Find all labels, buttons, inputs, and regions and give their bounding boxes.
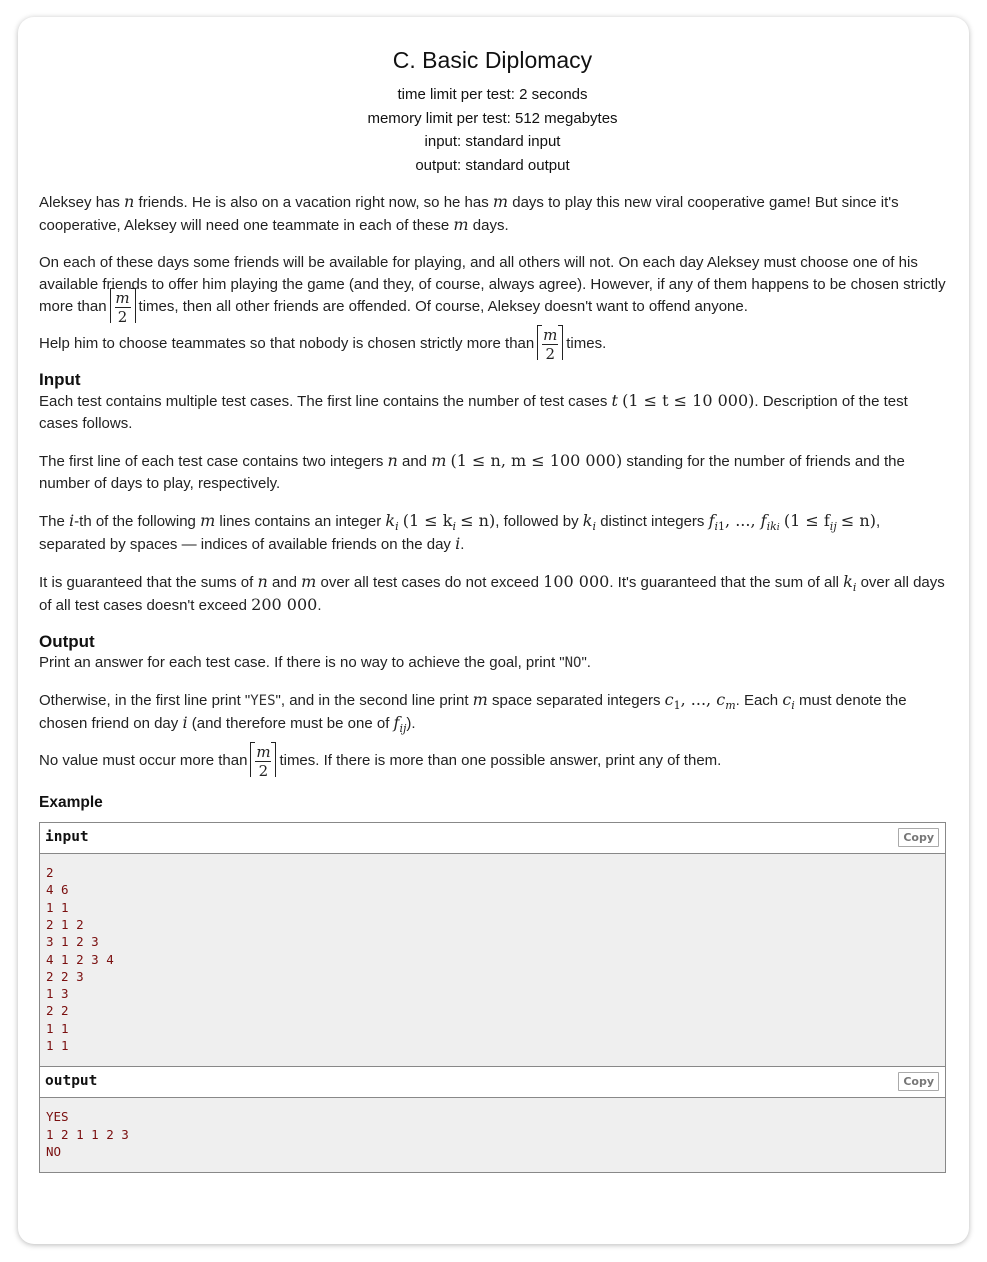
input-paragraph-4: It is guaranteed that the sums of n and m over all test cases do not exceed 100 000. It's guaranteed that the sum of all $k_i$ over all days of all test cases doesn't exceed 200 000. [39,572,945,615]
legend-paragraph-2: On each of these days some friends will be available for playing, and all others will not. On each day Aleksey must choose one of his available friends to offer him playing the game (and they, of course, always agree). However, if any of them happens to be chosen strictly more than $\frac{m}{2}$ times, then all other friends are offended. Of course, Aleksey doesn't want to offend anyone. [39,254,946,327]
test-line: 1 1 [46,899,69,915]
legend-paragraph-3: Help him to choose teammates so that nobody is chosen strictly more than $\frac{m}{2}$ times. [39,326,607,364]
ceil-m-over-2: $\frac{m}{2}$ [110,288,136,324]
ceil-m-over-2: $\frac{m}{2}$ [537,325,563,361]
test-line: 4 1 2 3 4 [46,951,114,967]
input-section-title: Input [39,370,81,390]
test-line: 1 3 [46,986,69,1002]
input-data[interactable] [40,854,945,1066]
test-line: 4 6 [46,882,69,898]
output-section-title: Output [39,632,95,652]
output-paragraph-2: Otherwise, in the first line print "YES", and in the second line print m space separated integers $c_1$, ..., $c_m$. Each $c_i$ must denote the chosen friend on day i (and therefore must be one of $f_{ij}$). [39,690,907,736]
output-header [40,1067,945,1098]
problem-header [39,45,946,177]
input-paragraph-3: The i-th of the following m lines contains an integer $k_i$ $(1 \le k_i \le n)$, followed by $k_i$ distinct integers $f_{i1}$, ..., $f_{iki}$ $(1 \le f_{ij} \le n)$, separated by spaces — indices of available friends on the day i. [39,511,881,554]
problem-card [18,17,969,1244]
input-header [40,823,945,854]
input-paragraph-1: Each test contains multiple test cases. The first line contains the number of test cases t (1 ≤ t ≤ 10 000). Description of the test cases follows. [39,391,908,433]
input-file: input: standard input [424,133,561,150]
output-paragraph-3: No value must occur more than $\frac{m}{2}$ times. If there is more than one possible answer, print any of them. [39,743,722,781]
output-label: output [45,1073,98,1090]
output-data[interactable] [40,1098,945,1172]
input-label: input [45,829,89,846]
test-line: NO [46,1143,62,1159]
test-line: 1 1 [46,1020,69,1036]
output-file: output: standard output [415,156,570,174]
test-line: 1 2 1 1 2 3 [46,1126,129,1142]
test-line: 2 2 [46,1003,69,1019]
input-paragraph-2: The first line of each test case contains two integers n and m (1 ≤ n, m ≤ 100 000) standing for the number of friends and the number of days to play, respectively. [39,451,905,493]
legend [39,191,946,364]
legend-paragraph-1: Aleksey has n friends. He is also on a vacation right now, so he has m days to play this new viral cooperative game! But since it's cooperative, Aleksey will need one teammate in each of these m days. [39,192,899,234]
problem-title: C. Basic Diplomacy [392,47,593,73]
example-box [39,822,946,1173]
copy-input-button[interactable]: Copy [898,828,939,847]
time-limit: time limit per test: 2 seconds [397,86,588,103]
output-paragraph-1: Print an answer for each test case. If there is no way to achieve the goal, print "NO". [39,654,591,672]
output-specification [39,632,946,781]
copy-output-button[interactable]: Copy [898,1072,939,1091]
test-line: 2 1 2 [46,916,84,932]
input-specification [39,370,946,617]
example-title: Example [39,794,103,812]
test-line: YES [46,1109,69,1125]
test-line: 1 1 [46,1038,69,1054]
test-line: 2 [46,865,54,881]
sample-tests [39,794,946,1173]
ceil-m-over-2: $\frac{m}{2}$ [250,742,276,778]
test-line: 2 2 3 [46,968,84,984]
test-line: 3 1 2 3 [46,934,99,950]
memory-limit: memory limit per test: 512 megabytes [367,109,618,127]
